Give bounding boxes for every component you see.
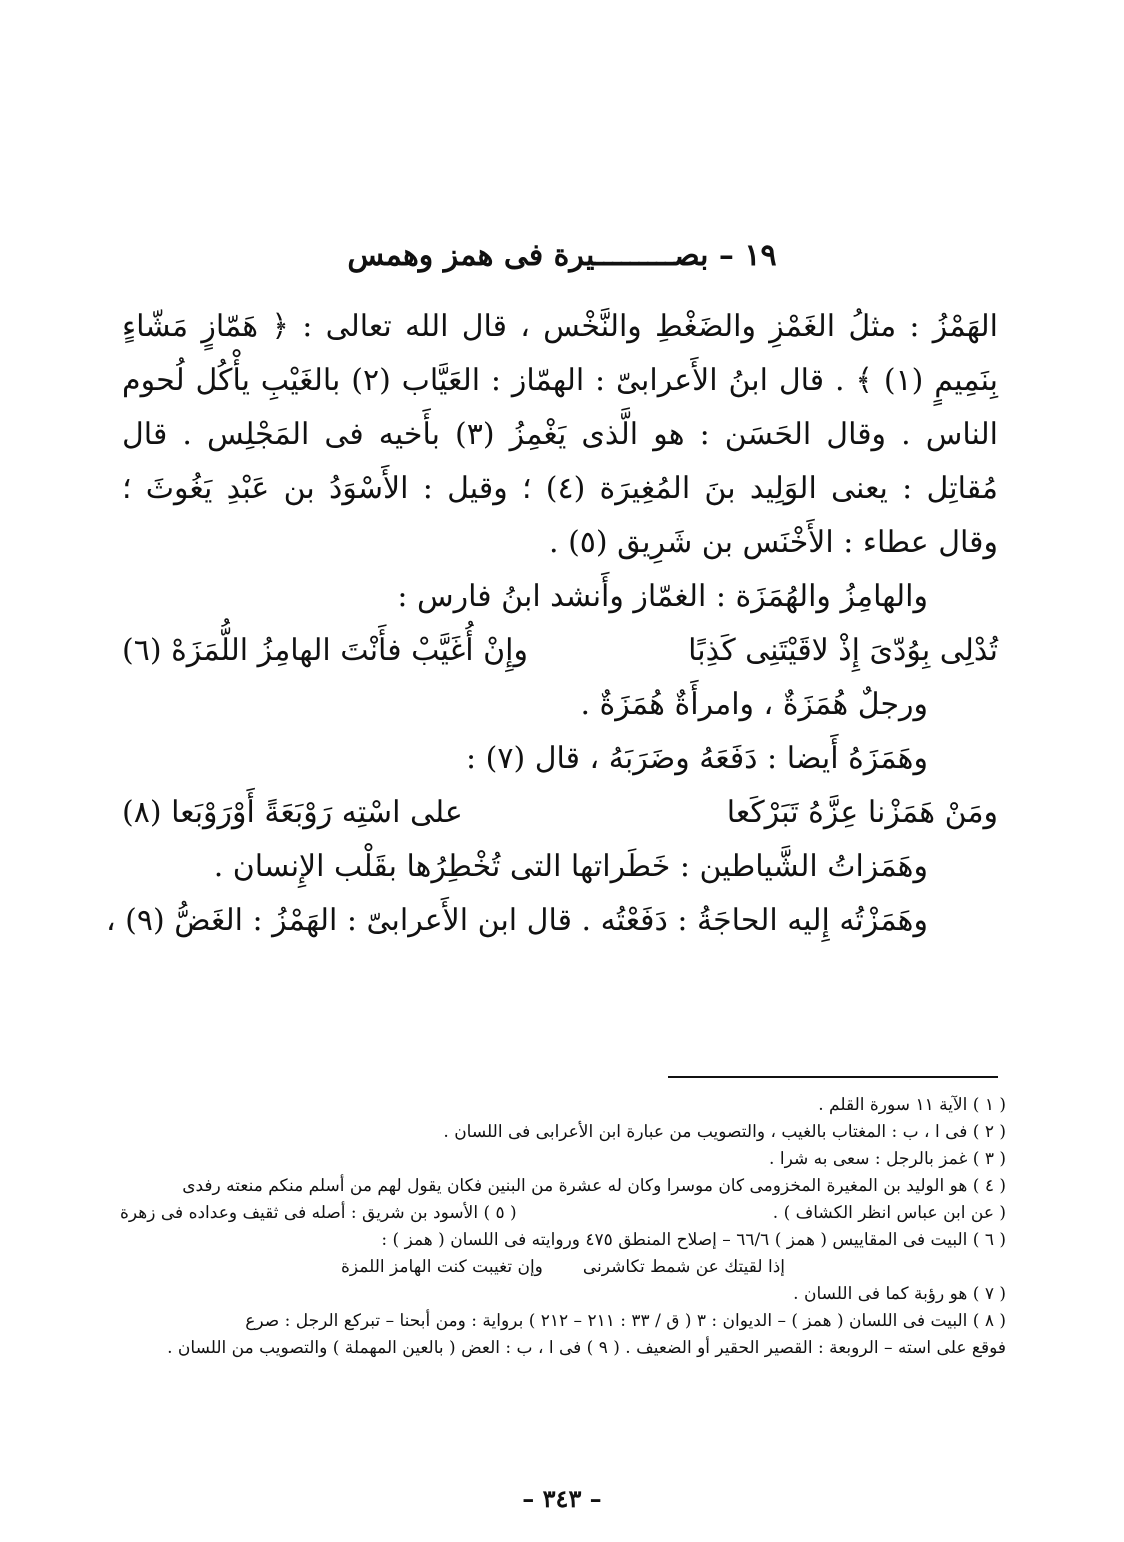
footnote: ( ٣ ) غمز بالرجل : سعى به شرا . — [769, 1149, 1006, 1169]
body-text — [105, 300, 998, 948]
body-line: مُقاتِل : يعنى الوَلِيد بنَ المُغِيرَة (٤) ؛ وقيل : الأَسْوَدُ بن عَبْدِ يَغُوثَ ؛ — [122, 471, 998, 506]
footnote: ( ١ ) الآية ١١ سورة القلم . — [818, 1095, 1006, 1115]
body-line: وهَمَزاتُ الشَّياطين : خَطَراتها التى تُخْطِرُها بقَلْب الإِنسان . — [213, 849, 928, 884]
body-line: الهَمْزُ : مثلُ الغَمْزِ والضَغْطِ والنَّخْس ، قال الله تعالى : ﴿ هَمّازٍ مَشّاءٍ — [122, 309, 998, 344]
footnote-verse-first: إذا لقيتك عن شمط تكاشرنى — [582, 1257, 786, 1277]
footnote-separator — [668, 1076, 998, 1078]
footnote-verse-second: وإن تغيبت كنت الهامز اللمزة — [341, 1257, 543, 1277]
footnote: ( عن ابن عباس انظر الكشاف ) . — [772, 1203, 1006, 1223]
footnote: ( ٨ ) البيت فى اللسان ( همز ) – الديوان : ٣ ( ق / ٣٣ : ٢١١ – ٢١٢ ) برواية : ومن أبحنا – تبركع الرجل : صرع — [245, 1311, 1006, 1331]
poetry-verse — [122, 624, 998, 678]
verse-hemistich-first: تُدْلِى بِوُدّىَ إِذْ لاقَيْتَنِى كَذِبًا — [688, 633, 998, 668]
footnotes — [120, 1092, 1006, 1362]
footnote: فوقع على استه – الروبعة : القصير الحقير أو الضعيف . ( ٩ ) فى ا ، ب : العض ( بالعين المهملة ) والتصويب من اللسان . — [167, 1338, 1006, 1358]
footnote: ( ٤ ) هو الوليد بن المغيرة المخزومى كان موسرا وكان له عشرة من البنين فكان يقول لهم من أسلم منكم منعته رفدى — [182, 1176, 1006, 1196]
footnote: ( ٦ ) البيت فى المقاييس ( همز ) ٦٦/٦ – إصلاح المنطق ٤٧٥ وروايته فى اللسان ( همز ) : — [381, 1230, 1006, 1250]
section-heading: ١٩ – بصـــــــــيرة فى همز وهمس — [347, 238, 777, 273]
verse-hemistich-second: على اسْتِه رَوْبَعَةً أَوْرَوْبَعا (٨) — [122, 795, 463, 830]
body-line: وهَمَزَهُ أَيضا : دَفَعَهُ وضَرَبَهُ ، قال (٧) : — [466, 741, 928, 776]
footnote: ( ٧ ) هو رؤبة كما فى اللسان . — [793, 1284, 1006, 1304]
footnote: ( ٢ ) فى ا ، ب : المغتاب بالغيب ، والتصويب من عبارة ابن الأعرابى فى اللسان . — [443, 1122, 1006, 1142]
verse-hemistich-first: ومَنْ هَمَزْنا عِزَّهُ تَبَرْكَعا — [726, 795, 998, 830]
footnote-row — [120, 1200, 1006, 1227]
body-line: ورجلٌ هُمَزَةٌ ، وامرأَةٌ هُمَزَةٌ . — [580, 687, 928, 722]
footnote-verse — [120, 1254, 1006, 1281]
body-line: الناس . وقال الحَسَن : هو الَّذى يَغْمِزُ (٣) بأَخيه فى المَجْلِس . قال — [122, 417, 998, 452]
body-line: وقال عطاء : الأَخْنَس بن شَرِيق (٥) . — [549, 525, 998, 560]
body-line: وهَمَزْتُه إِليه الحاجَةُ : دَفَعْتُه . قال ابن الأَعرابىّ : الهَمْزُ : الغَضُّ (٩) ، — [105, 903, 928, 938]
verse-hemistich-second: وإِنْ أُغَيَّبْ فأَنْتَ الهامِزُ اللُّمَزَهْ (٦) — [122, 633, 528, 668]
body-line: بِنَمِيمٍ (١) ﴾ . قال ابنُ الأَعرابىّ : الهمّاز : العَيَّاب (٢) بالغَيْبِ يأْكُل لُحوم — [122, 363, 998, 398]
footnote: ( ٥ ) الأسود بن شريق : أصله فى ثقيف وعداده فى زهرة — [120, 1203, 517, 1223]
page-number: – ٣٤٣ – — [522, 1484, 602, 1513]
body-line: والهامِزُ والهُمَزَة : الغمّاز وأَنشد ابنُ فارس : — [397, 579, 928, 614]
poetry-verse — [122, 786, 998, 840]
